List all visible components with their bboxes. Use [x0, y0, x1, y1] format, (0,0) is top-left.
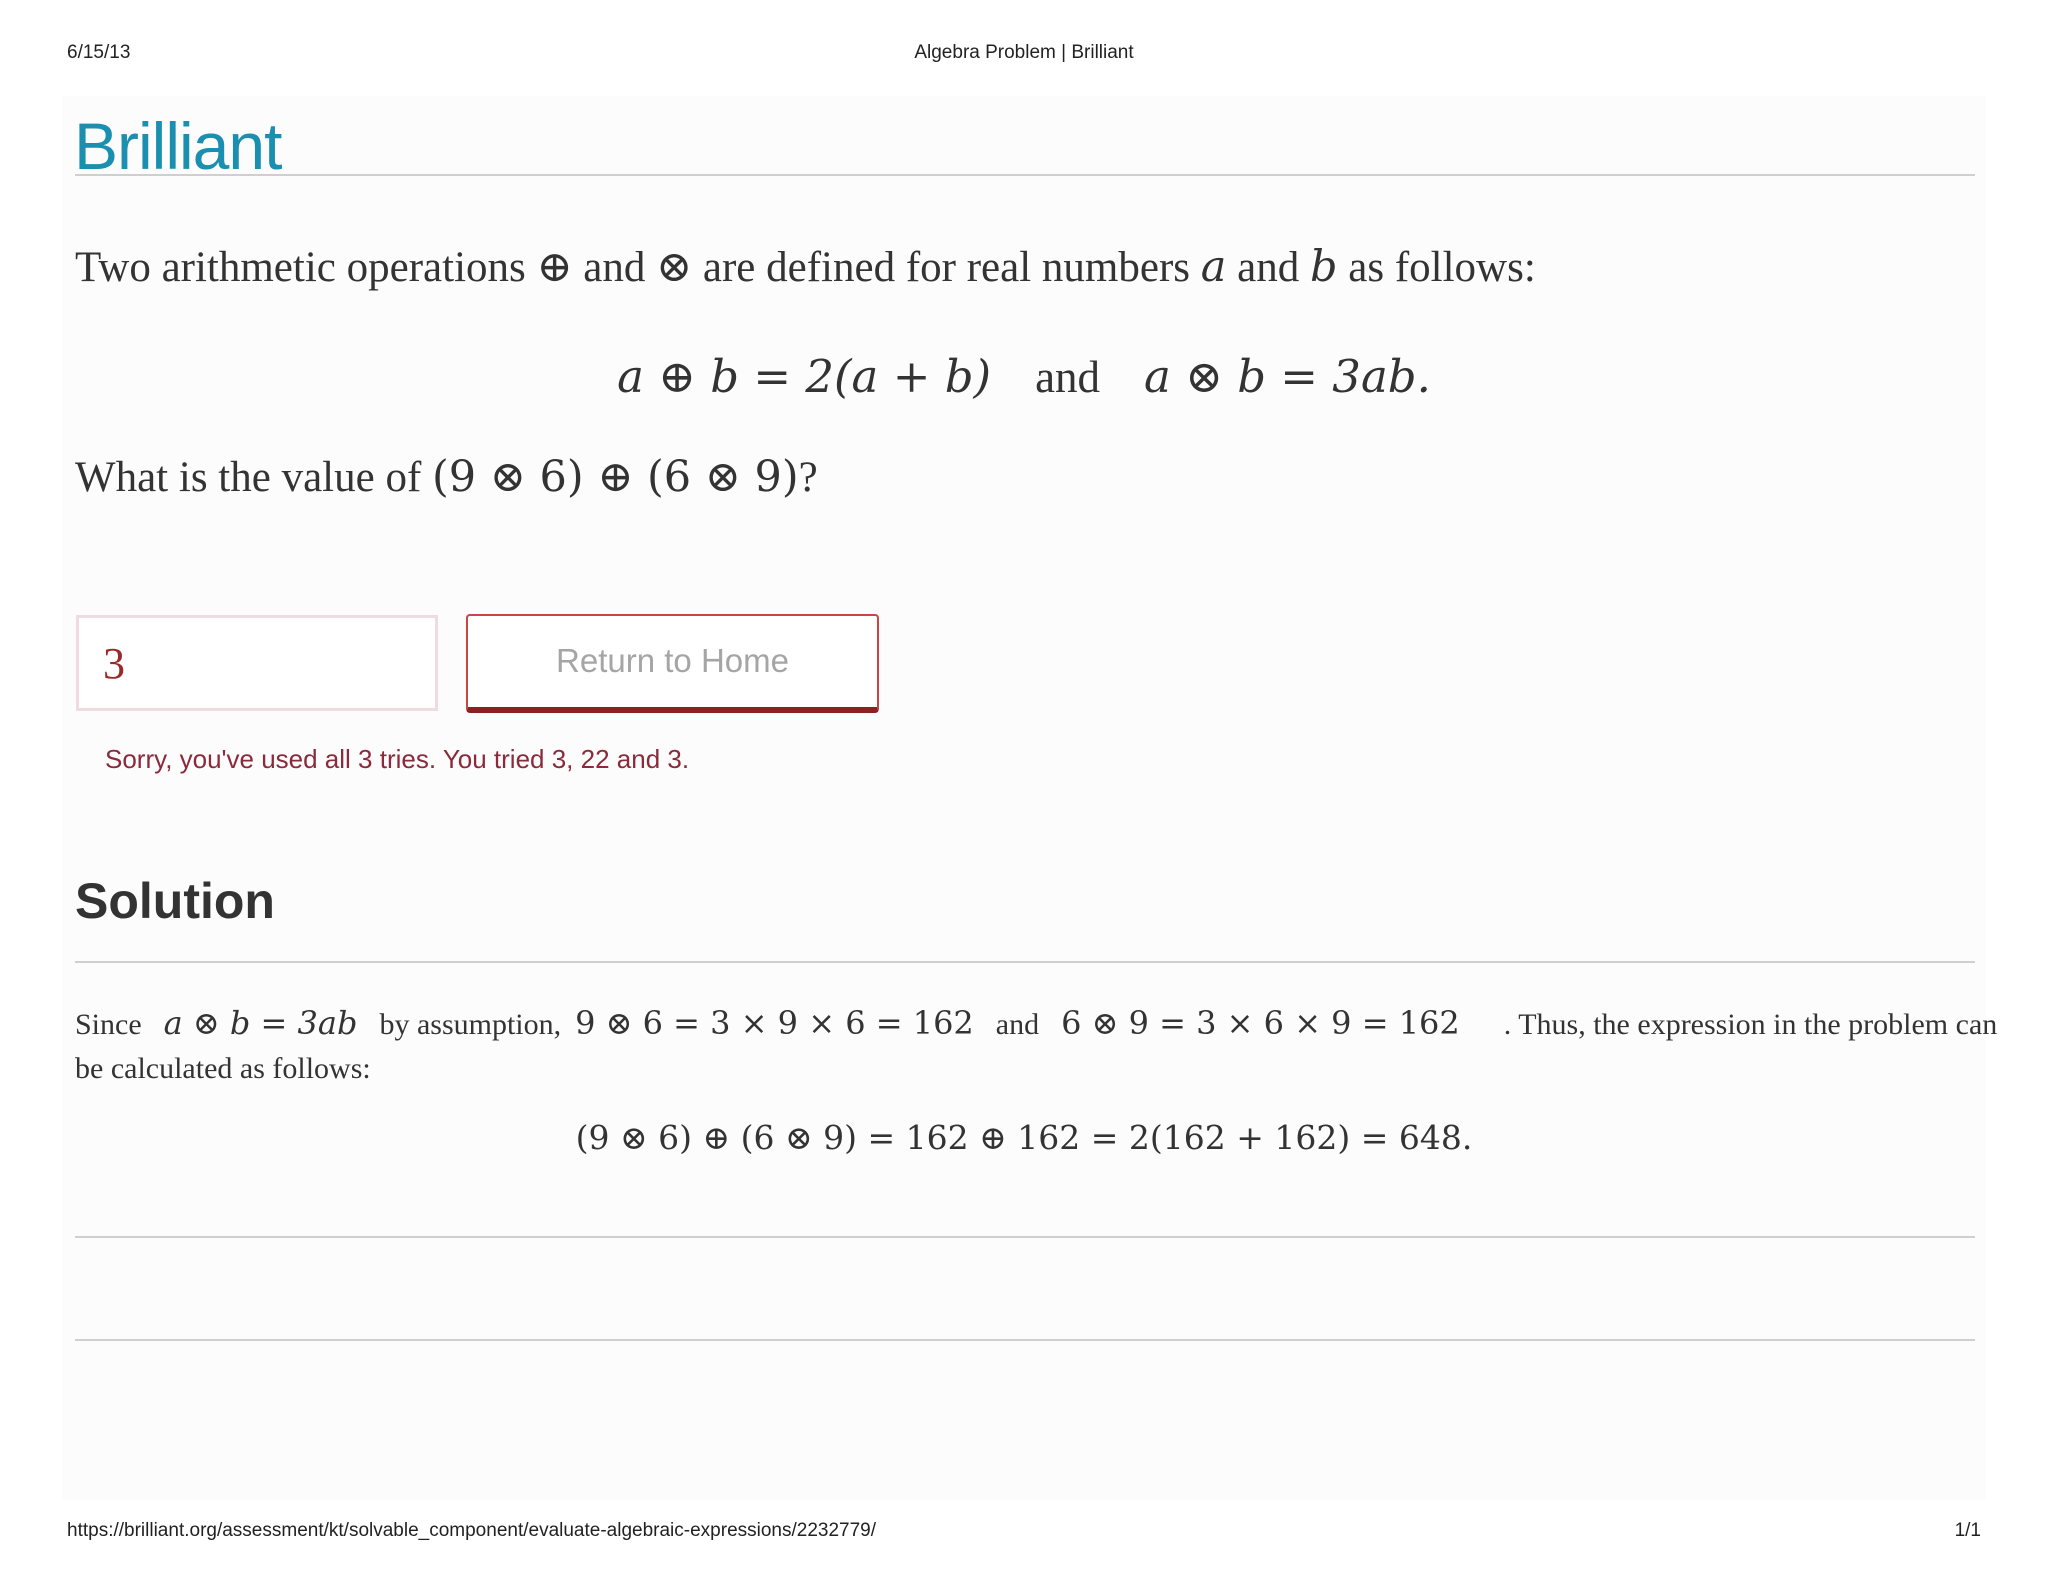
print-footer-url: https://brilliant.org/assessment/kt/solvable_component/evaluate-algebraic-expressions/2232779/	[67, 1520, 877, 1541]
footer-divider-1	[75, 1236, 1975, 1238]
question-suffix: ?	[798, 454, 818, 501]
tries-feedback-message: Sorry, you've used all 3 tries. You tried 3, 22 and 3.	[105, 744, 690, 774]
solution-divider	[75, 961, 1975, 963]
definition-oplus: a ⊕ b = 2(a + b)	[617, 350, 992, 403]
problem-intro-suffix: as follows:	[1337, 244, 1536, 291]
answer-input[interactable]	[76, 615, 438, 711]
solution-calc-1: 9 ⊗ 6 = 3 × 9 × 6 = 162	[575, 1004, 974, 1042]
solution-assumption-expression: a ⊗ b = 3ab	[163, 1004, 358, 1042]
solution-heading: Solution	[75, 873, 275, 929]
operation-definitions	[0, 350, 2048, 403]
problem-intro-prefix: Two arithmetic operations	[75, 244, 537, 291]
header-divider	[75, 174, 1975, 176]
print-header-date: 6/15/13	[67, 42, 131, 63]
solution-since: Since	[75, 1008, 142, 1041]
brilliant-logo-link[interactable]: Brilliant	[74, 109, 282, 183]
print-footer-page-number: 1/1	[1954, 1520, 1981, 1541]
problem-intro-and: and	[572, 244, 657, 291]
variable-b: b	[1309, 242, 1338, 292]
problem-question	[75, 452, 818, 502]
solution-text-line-1	[75, 1004, 1997, 1042]
solution-thus-text: . Thus, the expression in the problem can	[1503, 1008, 1998, 1041]
otimes-symbol: ⊗	[656, 242, 693, 292]
solution-by-assumption: by assumption,	[379, 1008, 562, 1041]
solution-final-expression: (9 ⊗ 6) ⊕ (6 ⊗ 9) = 162 ⊕ 162 = 2(162 + 162) = 648.	[575, 1118, 1473, 1157]
problem-intro-and-2: and	[1226, 244, 1310, 291]
question-expression: (9 ⊗ 6) ⊕ (6 ⊗ 9)	[432, 452, 799, 502]
solution-text-line-2: be calculated as follows:	[75, 1052, 371, 1085]
problem-statement	[75, 242, 1536, 292]
return-to-home-button[interactable]: Return to Home	[466, 614, 879, 713]
page-surface	[62, 96, 1986, 1500]
definition-otimes: a ⊗ b = 3ab.	[1144, 350, 1431, 403]
footer-divider-2	[75, 1339, 1975, 1341]
variable-a: a	[1200, 242, 1227, 292]
question-prefix: What is the value of	[75, 454, 433, 501]
solution-calc-2: 6 ⊗ 9 = 3 × 6 × 9 = 162	[1061, 1004, 1460, 1042]
print-header-title: Algebra Problem | Brilliant	[914, 42, 1134, 63]
definition-and: and	[1035, 352, 1101, 402]
solution-calc-and: and	[995, 1008, 1040, 1041]
oplus-symbol: ⊕	[536, 242, 573, 292]
problem-intro-mid: are defined for real numbers	[692, 244, 1201, 291]
